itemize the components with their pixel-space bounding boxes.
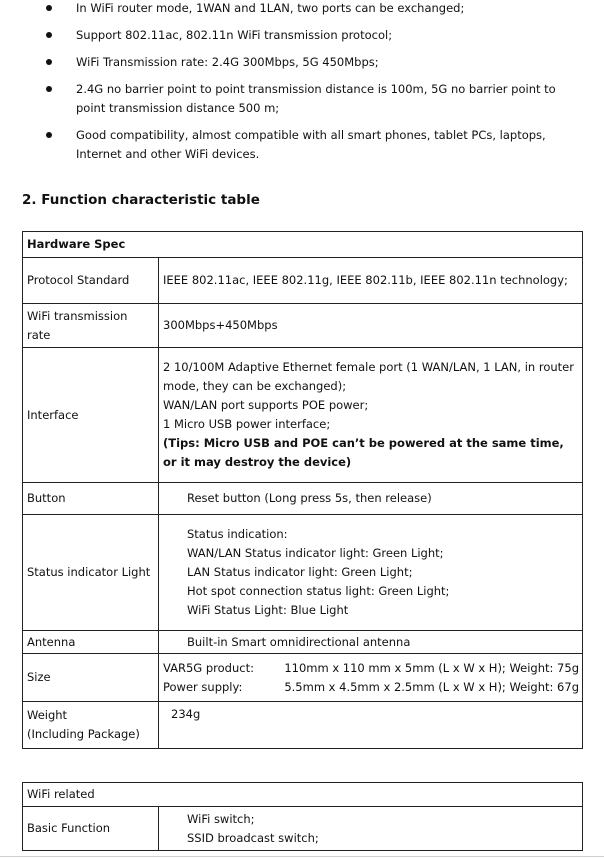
table-row [23, 702, 583, 749]
interface-line: WAN/LAN port supports POE power; [163, 398, 369, 412]
bullet-item: WiFi Transmission rate: 2.4G 300Mbps, 5G 450Mbps; [0, 53, 604, 72]
table-row [23, 515, 583, 631]
row-label: Protocol Standard [23, 258, 159, 304]
row-value: IEEE 802.11ac, IEEE 802.11g, IEEE 802.11b, IEEE 802.11n technology; [159, 258, 583, 304]
section-heading: 2. Function characteristic table [22, 192, 260, 208]
row-label: Basic Function [23, 807, 159, 851]
interface-line: 1 Micro USB power interface; [163, 417, 331, 431]
table-row [23, 304, 583, 348]
row-value [159, 702, 583, 749]
weight-value: 234g [171, 707, 201, 721]
row-value [159, 807, 583, 851]
size-power-value: 5.5mm x 4.5mm x 2.5mm (L x W x H); Weight: 67g [284, 679, 579, 694]
bullet-dot [46, 86, 52, 92]
bullet-item: Support 802.11ac, 802.11n WiFi transmission protocol; [0, 26, 604, 45]
interface-line: 2 10/100M Adaptive Ethernet female port (1 WAN/LAN, 1 LAN, in router mode, they can be exchanged); [163, 360, 574, 393]
size-power-label: Power supply: [163, 679, 243, 694]
row-label: Status indicator Light [23, 515, 159, 631]
table-row [23, 807, 583, 851]
bullet-item: In WiFi router mode, 1WAN and 1LAN, two ports can be exchanged; [0, 0, 604, 18]
row-label: Button [23, 483, 159, 515]
status-line: WiFi Status Light: Blue Light [187, 603, 349, 617]
table-row [23, 232, 583, 258]
status-line: LAN Status indicator light: Green Light; [187, 565, 413, 579]
bullet-dot [46, 5, 52, 11]
size-product-line [163, 659, 579, 678]
table-title: Hardware Spec [23, 232, 583, 258]
status-line: WAN/LAN Status indicator light: Green Light; [187, 546, 444, 560]
wifi-related-table [22, 782, 583, 851]
row-value [159, 348, 583, 483]
feature-bullet-list [0, 0, 604, 172]
status-line: Hot spot connection status light: Green Light; [187, 584, 450, 598]
interface-tip: (Tips: Micro USB and POE can’t be powered at the same time, or it may destroy the device) [163, 436, 564, 469]
row-label: WiFi transmission rate [23, 304, 159, 348]
row-label [23, 702, 159, 749]
size-product-label: VAR5G product: [163, 660, 254, 675]
basic-line: SSID broadcast switch; [187, 830, 319, 845]
row-value [159, 654, 583, 702]
table-row [23, 783, 583, 807]
table-row [23, 258, 583, 304]
bullet-dot [46, 59, 52, 65]
hardware-spec-table [22, 231, 583, 749]
table-row [23, 483, 583, 515]
table-row [23, 348, 583, 483]
bullet-dot [46, 32, 52, 38]
table-row [23, 631, 583, 654]
bullet-item: Good compatibility, almost compatible with all smart phones, tablet PCs, laptops, Internet and other WiFi devices. [0, 126, 604, 164]
row-label: Interface [23, 348, 159, 483]
weight-label-line: Weight [27, 708, 68, 722]
page-bottom-divider [0, 856, 604, 857]
table-row [23, 654, 583, 702]
size-product-value: 110mm x 110 mm x 5mm (L x W x H); Weight: 75g [284, 660, 579, 675]
row-value: 300Mbps+450Mbps [159, 304, 583, 348]
row-value [159, 515, 583, 631]
table-title: WiFi related [23, 783, 583, 807]
row-value: Built-in Smart omnidirectional antenna [159, 631, 583, 654]
bullet-item: 2.4G no barrier point to point transmission distance is 100m, 5G no barrier point to point transmission distance 500 m; [0, 80, 604, 118]
weight-label-line: (Including Package) [27, 727, 140, 741]
basic-line: WiFi switch; [187, 811, 255, 826]
row-label: Size [23, 654, 159, 702]
row-label: Antenna [23, 631, 159, 654]
size-power-line [163, 678, 579, 697]
row-value: Reset button (Long press 5s, then release) [159, 483, 583, 515]
bullet-dot [46, 132, 52, 138]
status-line: Status indication: [187, 527, 288, 541]
